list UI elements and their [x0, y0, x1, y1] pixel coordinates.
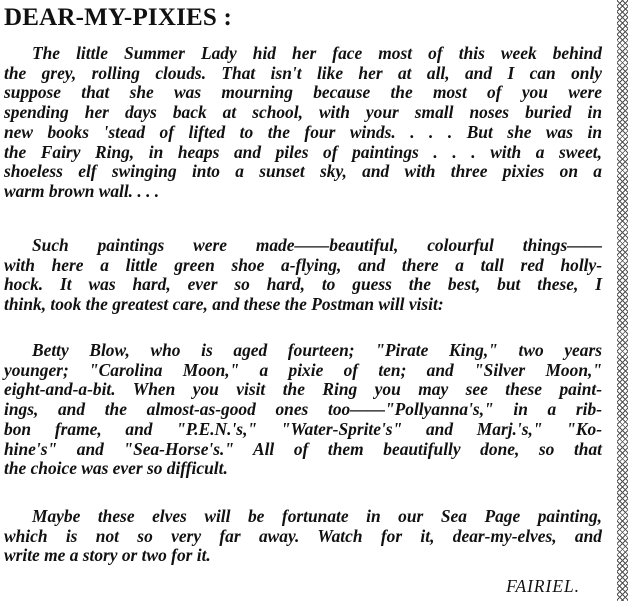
text-line: ings, and the almost-as-good ones too——"Pollyanna's," in a rib-: [4, 399, 602, 420]
text-line: write me a story or two for it.: [4, 545, 211, 566]
text-line: warm brown wall. . . .: [4, 180, 160, 201]
decorative-border: [617, 0, 628, 601]
text-line: younger; "Carolina Moon," a pixie of ten; and "Silver Moon,": [4, 359, 602, 380]
text-line: bon frame, and "P.E.N.'s," "Water-Sprite's" and Marj.'s," "Ko-: [4, 418, 602, 439]
text-line: The little Summer Lady hid her face most of this week behind: [32, 43, 602, 63]
paragraph-3: [4, 341, 602, 479]
text-line: with here a little green shoe a-flying, and there a tall red holly-: [4, 254, 602, 275]
column-heading: DEAR-MY-PIXIES :: [4, 4, 232, 31]
paragraph-2: [4, 236, 602, 315]
text-line: the Fairy Ring, in heaps and piles of paintings . . . with a sweet,: [4, 141, 602, 162]
text-line: which is not so very far away. Watch for it, dear-my-elves, and: [4, 525, 602, 546]
signature: FAIRIEL.: [506, 576, 580, 596]
text-line: the grey, rolling clouds. That isn't like her at all, and I can only: [4, 62, 602, 83]
text-line: spending her days back at school, with your small noses buried in: [4, 102, 602, 123]
text-line: Such paintings were made——beautiful, colourful things——: [32, 235, 602, 255]
text-line: hine's" and "Sea-Horse's." All of them beautifully done, so that: [4, 438, 602, 459]
text-line: the choice was ever so difficult.: [4, 458, 228, 479]
text-line: new books 'stead of lifted to the four winds. . . . But she was in: [4, 121, 602, 142]
text-line: eight-and-a-bit. When you visit the Ring you may see these paint-: [4, 379, 602, 400]
paragraph-4: [4, 507, 602, 566]
text-line: think, took the greatest care, and these the Postman will visit:: [4, 294, 444, 315]
paragraph-1: [4, 44, 602, 202]
text-line: suppose that she was mourning because the most of you were: [4, 82, 602, 103]
text-line: hock. It was hard, ever so hard, to guess the best, but these, I: [4, 274, 602, 295]
text-line: Maybe these elves will be fortunate in our Sea Page painting,: [32, 506, 602, 526]
text-line: shoeless elf swinging into a sunset sky, and with three pixies on a: [4, 161, 602, 182]
text-line: Betty Blow, who is aged fourteen; "Pirate King," two years: [32, 340, 602, 360]
